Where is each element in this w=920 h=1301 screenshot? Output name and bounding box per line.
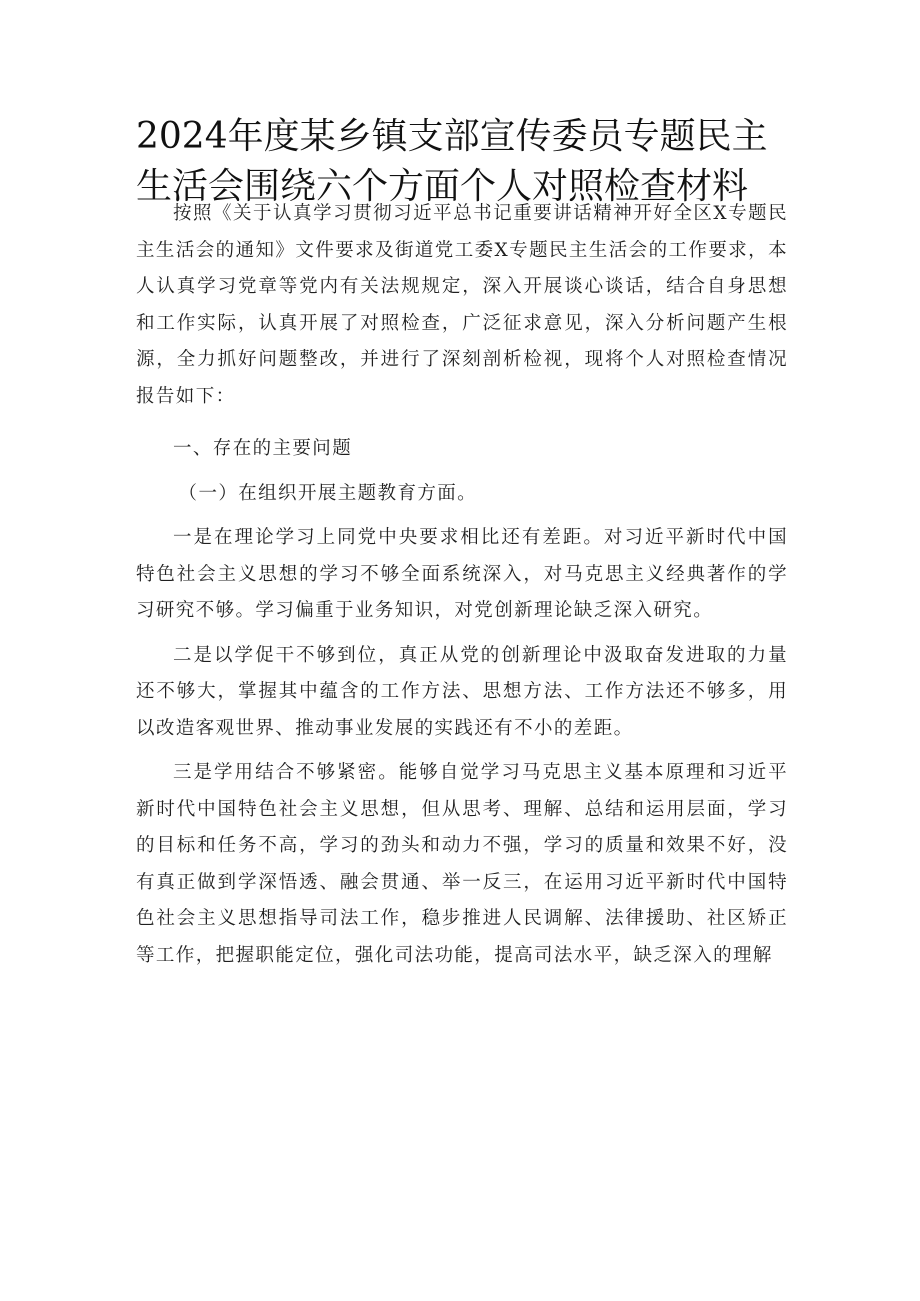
- subsection-heading-theme-education: （一）在组织开展主题教育方面。: [178, 482, 478, 504]
- intro-paragraph: 按照《关于认真学习贯彻习近平总书记重要讲话精神开好全区X专题民主生活会的通知》文件要求及街道党工委X专题民主生活会的工作要求，本人认真学习党章等党内有关法规规定，深入开展谈心谈话，结合自身思想和工作实际，认真开展了对照检查，广泛征求意见，深入分析问题产生根源，全力抓好问题整改，并进行了深刻剖析检视，现将个人对照检查情况报告如下：: [136, 203, 788, 407]
- document-title: 2024年度某乡镇支部宣传委员专题民主生活会围绕六个方面个人对照检查材料: [136, 116, 768, 207]
- section-heading-main-problems: 一、存在的主要问题: [173, 438, 353, 459]
- paragraph-point-three: 三是学用结合不够紧密。能够自觉学习马克思主义基本原理和习近平新时代中国特色社会主义思想，但从思考、理解、总结和运用层面，学习的目标和任务不高，学习的劲头和动力不强，学习的质量和效果不好，没有真正做到学深悟透、融会贯通、举一反三，在运用习近平新时代中国特色社会主义思想指导司法工作，稳步推进人民调解、法律援助、社区矫正等工作，把握职能定位，强化司法功能，提高司法水平，缺乏深入的理解: [136, 762, 788, 966]
- document-body: [136, 196, 788, 974]
- paragraph-point-one: 一是在理论学习上同党中央要求相比还有差距。对习近平新时代中国特色社会主义思想的学习不够全面系统深入，对马克思主义经典著作的学习研究不够。学习偏重于业务知识，对党创新理论缺乏深入研究。: [136, 527, 788, 621]
- paragraph-point-two: 二是以学促干不够到位，真正从党的创新理论中汲取奋发进取的力量还不够大，掌握其中蕴含的工作方法、思想方法、工作方法还不够多，用以改造客观世界、推动事业发展的实践还有不小的差距。: [136, 644, 788, 739]
